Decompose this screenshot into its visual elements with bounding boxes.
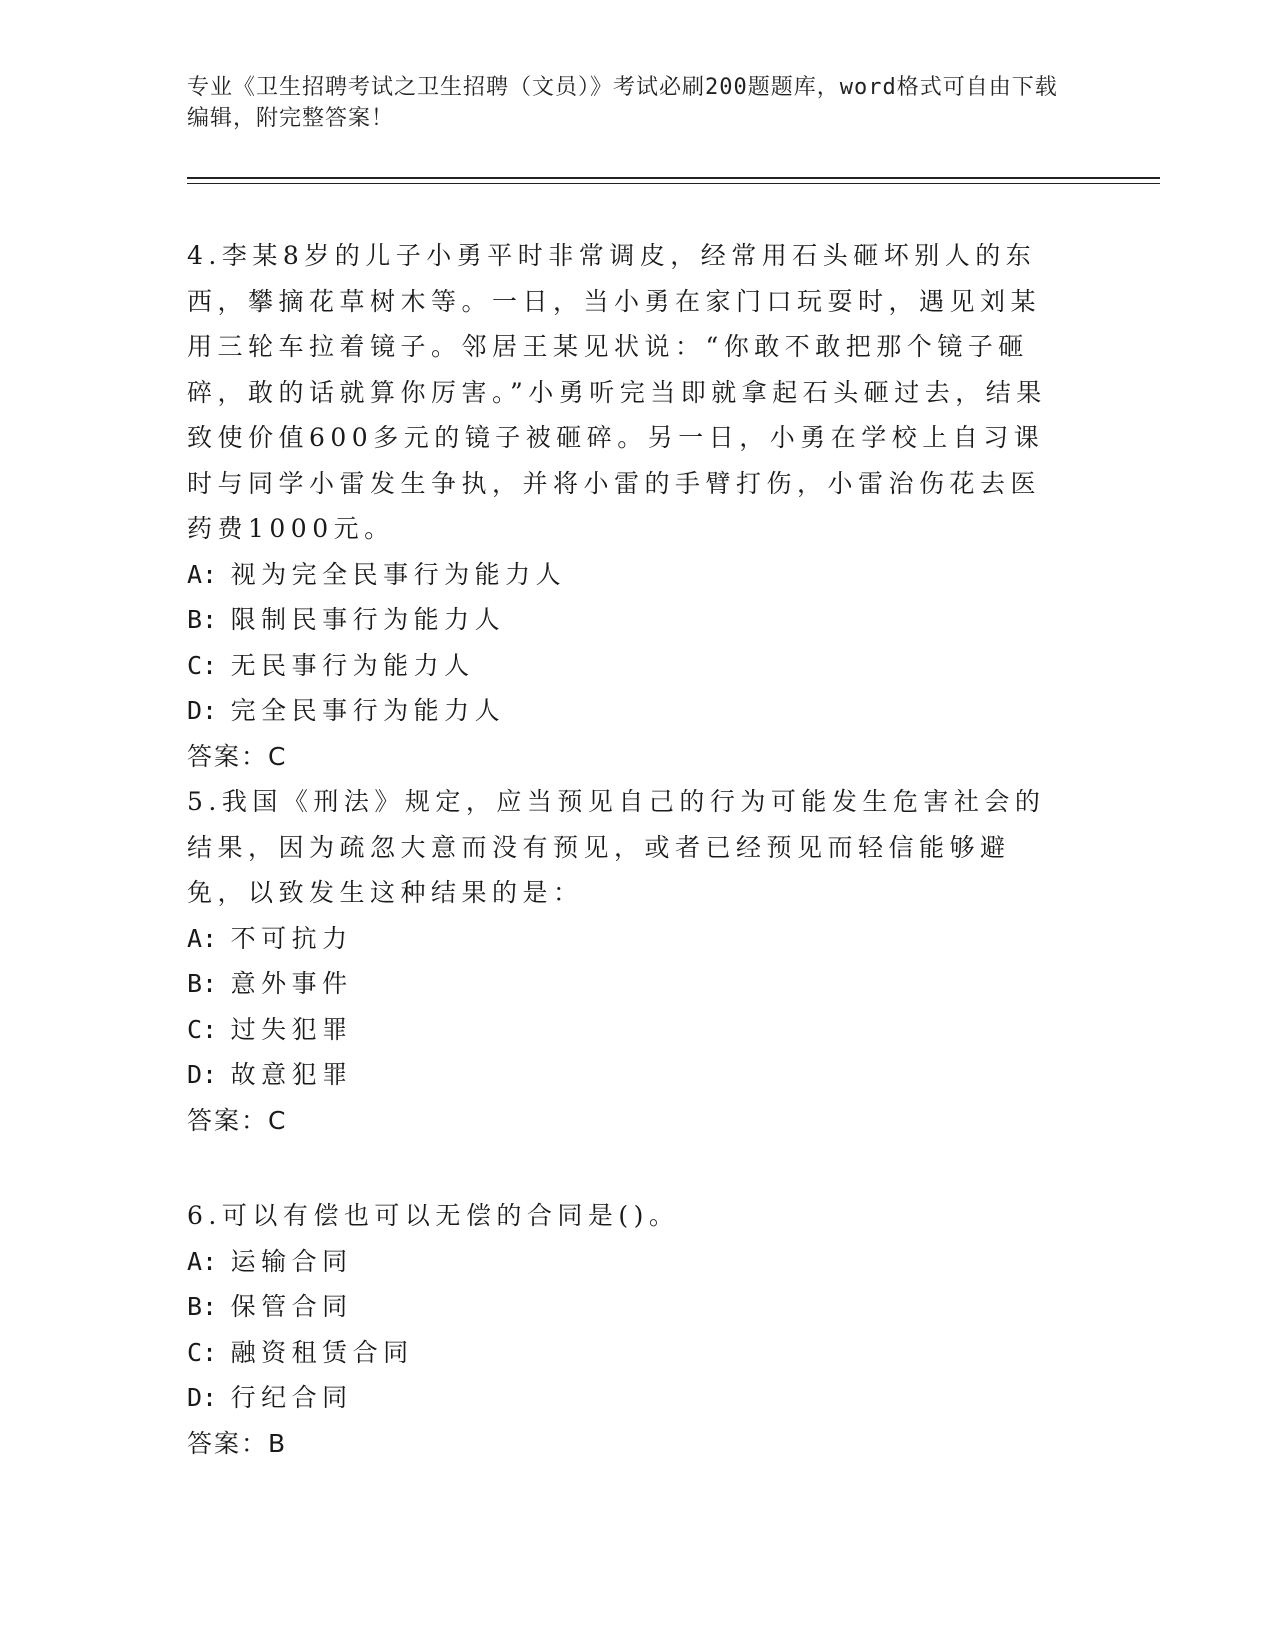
option-text: 视为完全民事行为能力人 <box>230 559 567 589</box>
header-rule-thin <box>187 183 1160 184</box>
question-stem: 5.我国《刑法》规定，应当预见自己的行为可能发生危害社会的结果，因为疏忽大意而没有预见，或者已经预见而轻信能够避免，以致发生这种结果的是： <box>187 787 1046 907</box>
option-text: 过失犯罪 <box>230 1014 353 1044</box>
option-d <box>187 1052 1067 1098</box>
option-text: 无民事行为能力人 <box>230 650 475 680</box>
option-text: 不可抗力 <box>230 923 353 953</box>
option-a <box>187 916 1067 962</box>
option-letter: D: <box>187 1383 218 1412</box>
option-text: 意外事件 <box>230 969 353 998</box>
question-6 <box>187 1193 1067 1466</box>
option-text: 限制民事行为能力人 <box>230 605 506 634</box>
option-text: 保管合同 <box>230 1292 353 1321</box>
question-stem: 6.可以有偿也可以无偿的合同是()。 <box>187 1201 680 1230</box>
option-text: 完全民事行为能力人 <box>230 696 506 725</box>
option-text: 行纪合同 <box>230 1383 353 1412</box>
document-header: 专业《卫生招聘考试之卫生招聘（文员）》考试必刷200题题库，word格式可自由下载编辑，附完整答案！ <box>187 75 1058 131</box>
answer-line: 答案：C <box>187 741 288 771</box>
option-letter: B: <box>187 969 218 998</box>
option-c <box>187 643 1067 689</box>
option-letter: A: <box>187 559 218 589</box>
option-text: 运输合同 <box>230 1246 353 1276</box>
option-a <box>187 1239 1067 1285</box>
option-letter: A: <box>187 923 218 953</box>
question-5 <box>187 779 1067 1143</box>
option-letter: B: <box>187 1292 218 1321</box>
option-letter: C: <box>187 1014 218 1044</box>
option-letter: C: <box>187 650 218 680</box>
answer-line: 答案：C <box>187 1105 288 1135</box>
option-b <box>187 597 1067 643</box>
answer-line: 答案：B <box>187 1428 288 1458</box>
option-letter: B: <box>187 605 218 634</box>
option-text: 融资租赁合同 <box>230 1337 414 1367</box>
option-a <box>187 552 1067 598</box>
option-b <box>187 961 1067 1007</box>
option-c <box>187 1007 1067 1053</box>
option-b <box>187 1284 1067 1330</box>
header-rule-thick <box>187 177 1160 179</box>
option-d <box>187 688 1067 734</box>
question-4 <box>187 233 1067 779</box>
option-letter: D: <box>187 1060 218 1089</box>
option-c <box>187 1330 1067 1376</box>
option-d <box>187 1375 1067 1421</box>
option-letter: C: <box>187 1337 218 1367</box>
option-letter: A: <box>187 1246 218 1276</box>
question-stem: 4.李某8岁的儿子小勇平时非常调皮，经常用石头砸坏别人的东西，攀摘花草树木等。一日，当小勇在家门口玩耍时，遇见刘某用三轮车拉着镜子。邻居王某见状说：“你敢不敢把那个镜子砸碎，敢的话就算你厉害。”小勇听完当即就拿起石头砸过去，结果致使价值600多元的镜子被砸碎。另一日，小勇在学校上自习课时与同学小雷发生争执，并将小雷的手臂打伤，小雷治伤花去医药费1000元。 <box>187 241 1047 543</box>
option-letter: D: <box>187 696 218 725</box>
option-text: 故意犯罪 <box>230 1060 353 1089</box>
